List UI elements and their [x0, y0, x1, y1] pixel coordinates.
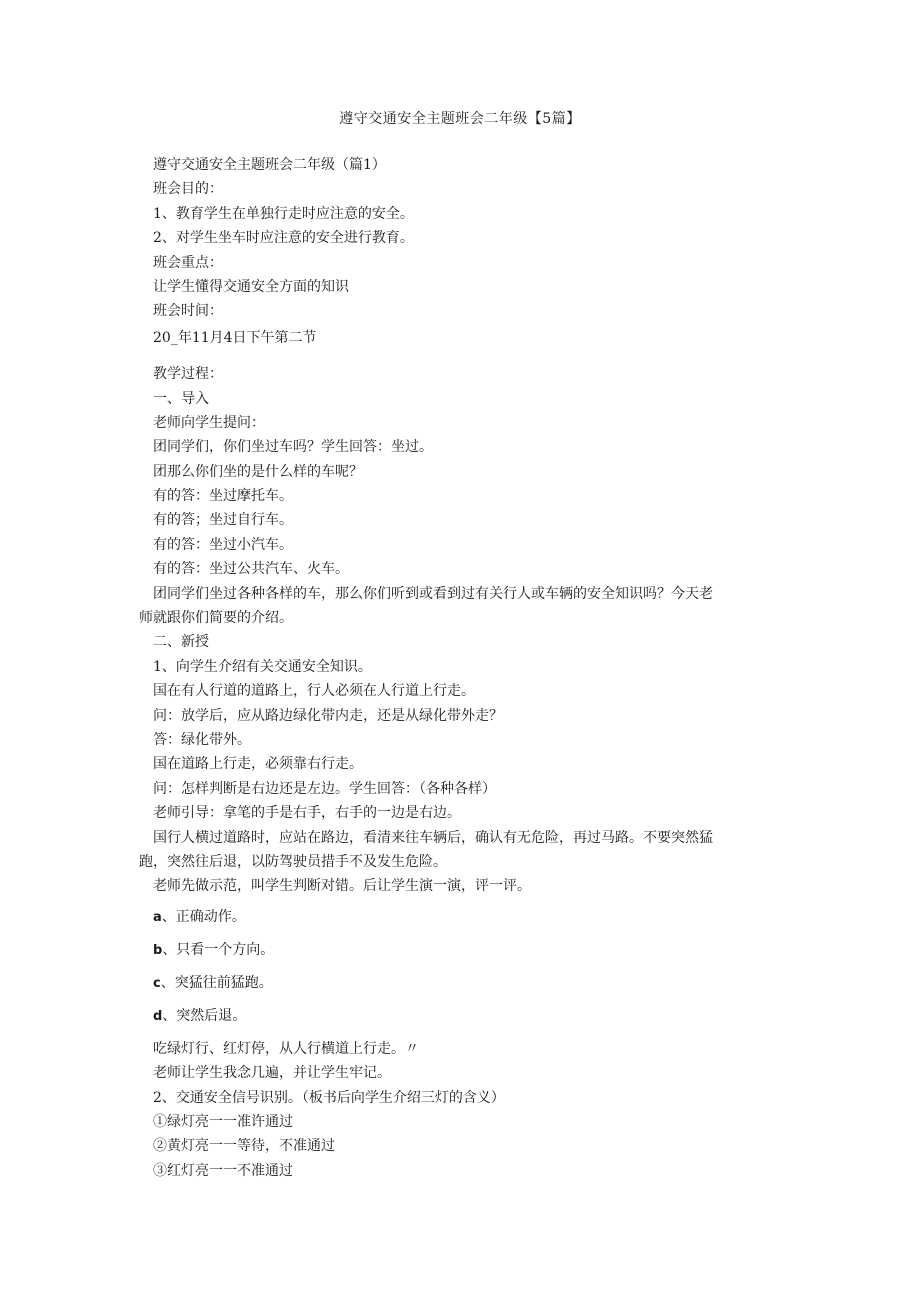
purpose-item-1: 1、教育学生在单独行走时应注意的安全。 [153, 205, 414, 222]
process-label: 教学过程： [153, 366, 223, 383]
list-item-key: d [153, 1008, 163, 1024]
part1-heading: 一、导入 [153, 390, 209, 407]
focus-text: 让学生懂得交通安全方面的知识 [153, 278, 349, 295]
list-item-key: a [153, 909, 162, 925]
focus-label: 班会重点： [153, 254, 223, 271]
list-item [0, 971, 920, 995]
list-item-text: 、只看一个方向。 [162, 941, 275, 958]
answer-4: 有的答：坐过公共汽车、火车。 [153, 561, 349, 578]
list-item-key: c [153, 975, 161, 991]
time-text: 20_年11月4日下午第二节 [153, 329, 317, 346]
list-item [0, 1004, 920, 1028]
intro-paragraph-line-1: 团同学们坐过各种各样的车，那么你们听到或看到过有关行人或车辆的安全知识吗？今天老 [153, 585, 713, 602]
point-1: 1、向学生介绍有关交通安全知识。 [153, 658, 372, 675]
point-2: 2、交通安全信号识别。（板书后向学生介绍三灯的含义） [153, 1089, 505, 1106]
question-1: 团同学们，你们坐过车吗？学生回答：坐过。 [153, 439, 433, 456]
document-body [0, 153, 920, 1183]
rhyme-text: 吃绿灯行、红灯停，从人行横道上行走。〃 [153, 1040, 419, 1057]
document-title: 遵守交通安全主题班会二年级【5篇】 [339, 111, 581, 127]
rule-2: 国在道路上行走，必须靠右行走。 [153, 756, 363, 773]
list-item-key: b [153, 942, 163, 958]
time-label: 班会时间： [153, 303, 223, 320]
answer-5: 答：绿化带外。 [153, 731, 251, 748]
teacher-ask: 老师向学生提问： [153, 414, 265, 431]
part2-heading: 二、新授 [153, 634, 209, 651]
light-green: ①绿灯亮一一准许通过 [153, 1113, 293, 1130]
purpose-item-2: 2、对学生坐车时应注意的安全进行教育。 [153, 230, 414, 247]
list-item-text: 、突猛往前猛跑。 [160, 974, 273, 991]
light-red: ③红灯亮一一不准通过 [153, 1162, 293, 1179]
rule-1: 国在有人行道的道路上，行人必须在人行道上行走。 [153, 683, 475, 700]
question-2: 团那么你们坐的是什么样的车呢？ [153, 463, 363, 480]
section-title: 遵守交通安全主题班会二年级（篇1） [153, 157, 386, 173]
answer-1: 有的答：坐过摩托车。 [153, 488, 293, 505]
list-item [0, 938, 920, 962]
list-item [0, 905, 920, 929]
recite-text: 老师让学生我念几遍，并让学生牢记。 [153, 1065, 391, 1082]
rule-3-line-2: 跑，突然往后退，以防驾驶员措手不及发生危险。 [139, 853, 447, 870]
list-item-text: 、正确动作。 [161, 908, 246, 925]
purpose-label: 班会目的： [153, 181, 223, 198]
intro-paragraph-line-2: 师就跟你们简要的介绍。 [139, 610, 293, 627]
action-list [0, 905, 920, 1028]
teacher-guide: 老师引导：拿笔的手是右手，右手的一边是右边。 [153, 805, 461, 822]
question-3: 问：放学后，应从路边绿化带内走，还是从绿化带外走？ [153, 707, 503, 724]
light-yellow: ②黄灯亮一一等待，不准通过 [153, 1138, 335, 1155]
demo-text: 老师先做示范，叫学生判断对错。后让学生演一演，评一评。 [153, 878, 531, 895]
question-4: 问：怎样判断是右边还是左边。学生回答：（各种各样） [153, 780, 496, 797]
answer-2: 有的答；坐过自行车。 [153, 512, 293, 529]
rule-3-line-1: 国行人横过道路时，应站在路边，看清来往车辆后，确认有无危险，再过马路。不要突然猛 [153, 829, 713, 846]
answer-3: 有的答：坐过小汽车。 [153, 536, 293, 553]
list-item-text: 、突然后退。 [162, 1007, 247, 1024]
